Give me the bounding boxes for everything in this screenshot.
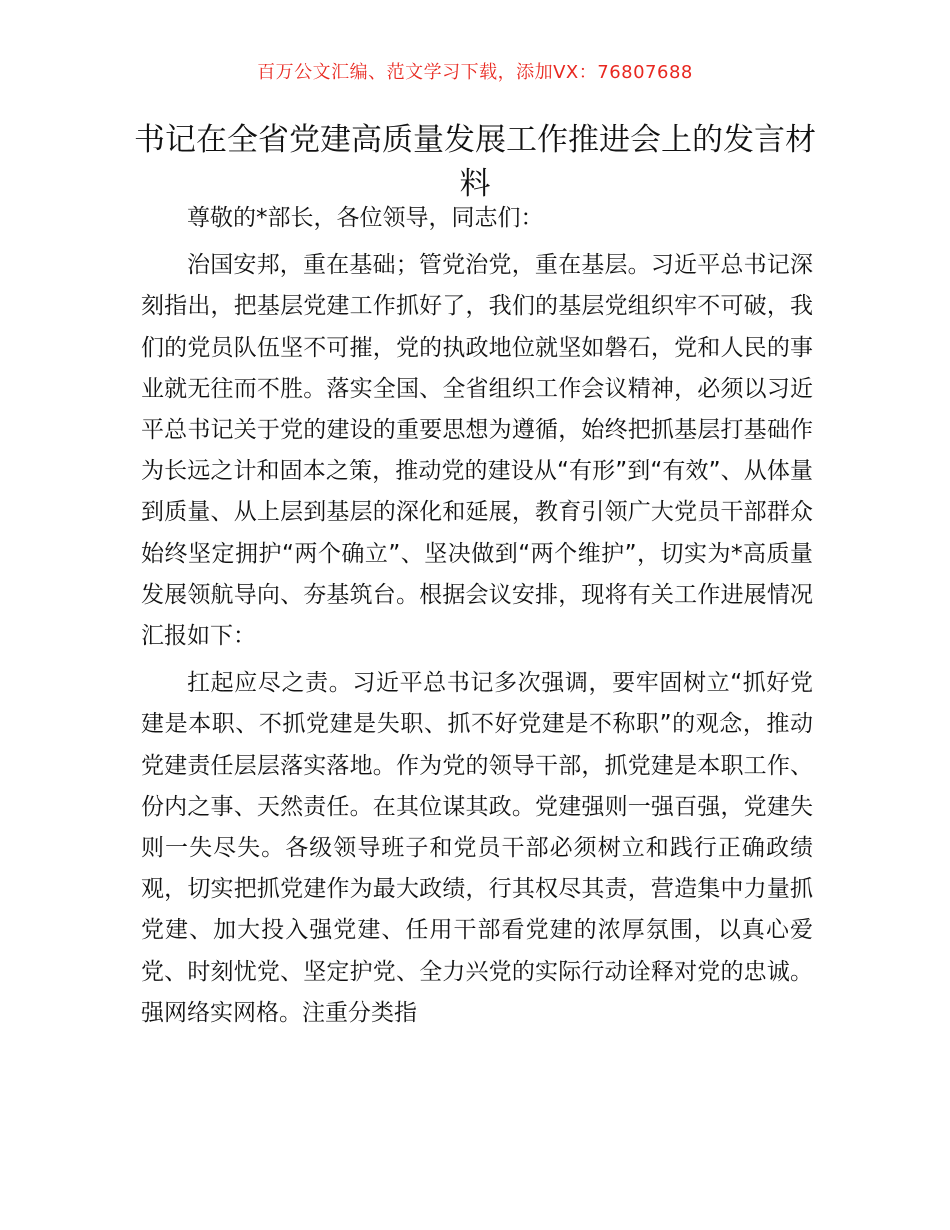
paragraph-1: 治国安邦，重在基础；管党治党，重在基层。习近平总书记深刻指出，把基层党建工作抓好了，我们的基层党组织牢不可破，我们的党员队伍坚不可摧，党的执政地位就坚如磐石，党和人民的事业就无往而不胜。落实全国、全省组织工作会议精神，必须以习近平总书记关于党的建设的重要思想为遵循，始终把抓基层打基础作为长远之计和固本之策，推动党的建设从“有形”到“有效”、从体量到质量、从上层到基层的深化和延展，教育引领广大党员干部群众始终坚定拥护“两个确立”、坚决做到“两个维护”，切实为*高质量发展领航导向、夯基筑台。根据会议安排，现将有关工作进展情况汇报如下：: [141, 252, 813, 650]
header-watermark-note: 百万公文汇编、范文学习下载，添加VX：76807688: [257, 62, 693, 83]
salutation: 尊敬的*部长，各位领导，同志们：: [187, 205, 544, 231]
document-body: [141, 198, 813, 1034]
document-title: 书记在全省党建高质量发展工作推进会上的发言材料: [134, 122, 816, 202]
paragraph-2: 扛起应尽之责。习近平总书记多次强调，要牢固树立“抓好党建是本职、不抓党建是失职、抓不好党建是不称职”的观念，推动党建责任层层落实落地。作为党的领导干部，抓党建是本职工作、份内之事、天然责任。在其位谋其政。党建强则一强百强，党建失则一失尽失。各级领导班子和党员干部必须树立和践行正确政绩观，切实把抓党建作为最大政绩，行其权尽其责，营造集中力量抓党建、加大投入强党建、任用干部看党建的浓厚氛围，以真心爱党、时刻忧党、坚定护党、全力兴党的实际行动诠释对党的忠诚。强网络实网格。注重分类指: [141, 670, 813, 1026]
